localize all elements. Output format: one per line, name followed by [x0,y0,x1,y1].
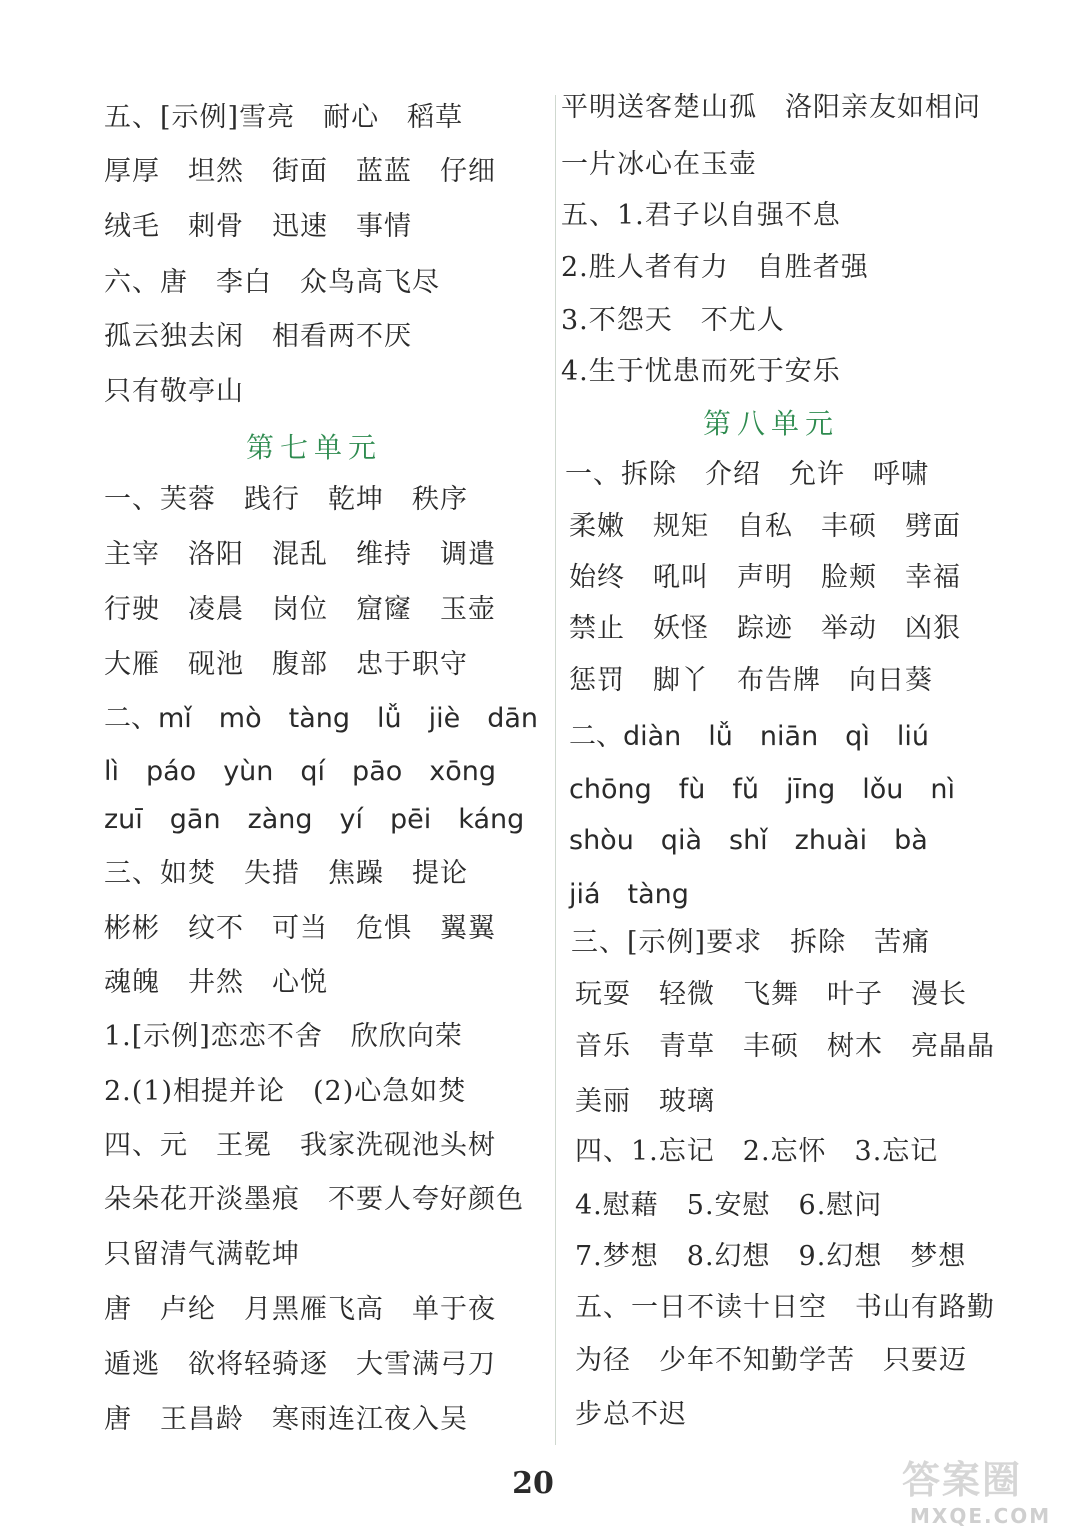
text-line: 始终 吼叫 声明 脸颊 幸福 [569,562,961,593]
text-line: 一片冰心在玉壶 [561,149,757,180]
text-line: 玩耍 轻微 飞舞 叶子 漫长 [575,979,967,1010]
text-line: 音乐 青草 丰硕 树木 亮晶晶 [575,1031,995,1062]
text-line: 孤云独去闲 相看两不厌 [104,321,412,352]
text-line: 7.梦想 8.幻想 9.幻想 梦想 [575,1241,967,1272]
pinyin-line: lì páo yùn qí pāo xōng [104,756,497,787]
text-line: 五、[示例]雪亮 耐心 稻草 [104,102,464,133]
text-line: 为径 少年不知勤学苦 只要迈 [575,1345,967,1376]
watermark-logo [896,1458,1060,1532]
pinyin-line: 二、diàn lǚ niān qì liú [569,721,929,752]
pinyin-line: shòu qià shǐ zhuài bà [569,825,928,856]
column-divider [555,95,556,1445]
pinyin-line: jiá tàng [569,879,689,910]
unit-eight-title: 第八单元 [703,407,840,440]
text-line: 朵朵花开淡墨痕 不要人夸好颜色 [104,1184,524,1215]
text-line: 厚厚 坦然 街面 蓝蓝 仔细 [104,156,496,187]
text-line: 四、1.忘记 2.忘怀 3.忘记 [575,1136,939,1167]
text-line: 柔嫩 规矩 自私 丰硕 劈面 [569,511,961,542]
text-line: 六、唐 李白 众鸟高飞尽 [104,267,440,298]
page-number: 20 [512,1466,554,1501]
text-line: 1.[示例]恋恋不舍 欣欣向荣 [104,1021,463,1052]
watermark-text: 答案圈 [902,1458,1023,1502]
text-line: 惩罚 脚丫 布告牌 向日葵 [569,665,933,696]
pinyin-line: 二、mǐ mò tàng lǚ jiè dān [104,703,539,734]
text-line: 唐 卢纶 月黑雁飞高 单于夜 [104,1294,496,1325]
text-line: 一、拆除 介绍 允许 呼啸 [565,459,929,490]
text-line: 2.(1)相提并论 (2)心急如焚 [104,1076,467,1107]
text-line: 主宰 洛阳 混乱 维持 调遣 [104,539,496,570]
text-line: 4.生于忧患而死于安乐 [561,356,841,387]
text-line: 唐 王昌龄 寒雨连江夜入吴 [104,1404,468,1435]
pinyin-line: zuī gān zàng yí pēi káng [104,804,525,835]
text-line: 大雁 砚池 腹部 忠于职守 [104,649,468,680]
text-line: 3.不怨天 不尤人 [561,305,785,336]
text-line: 五、1.君子以自强不息 [561,200,841,231]
text-line: 禁止 妖怪 踪迹 举动 凶狠 [569,613,961,644]
pinyin-line: chōng fù fǔ jīng lǒu nì [569,774,955,805]
text-line: 美丽 玻璃 [575,1086,715,1117]
text-line: 一、芙蓉 践行 乾坤 秩序 [104,484,468,515]
text-line: 绒毛 刺骨 迅速 事情 [104,211,412,242]
text-line: 三、[示例]要求 拆除 苦痛 [571,927,931,958]
text-line: 五、一日不读十日空 书山有路勤 [575,1292,995,1323]
text-line: 只有敬亭山 [104,376,244,407]
text-line: 4.慰藉 5.安慰 6.慰问 [575,1190,883,1221]
text-line: 只留清气满乾坤 [104,1239,300,1270]
text-line: 2.胜人者有力 自胜者强 [561,252,869,283]
watermark-url: MXQE.COM [910,1504,1052,1528]
text-line: 三、如焚 失措 焦躁 提论 [104,858,468,889]
text-line: 步总不迟 [575,1399,687,1430]
text-line: 四、元 王冕 我家洗砚池头树 [104,1130,496,1161]
text-line: 魂魄 井然 心悦 [104,967,328,998]
text-line: 行驶 凌晨 岗位 窟窿 玉壶 [104,594,496,625]
text-line: 遁逃 欲将轻骑逐 大雪满弓刀 [104,1349,496,1380]
unit-seven-title: 第七单元 [246,431,383,464]
text-line: 彬彬 纹不 可当 危惧 翼翼 [104,913,496,944]
text-line: 平明送客楚山孤 洛阳亲友如相问 [561,92,981,123]
